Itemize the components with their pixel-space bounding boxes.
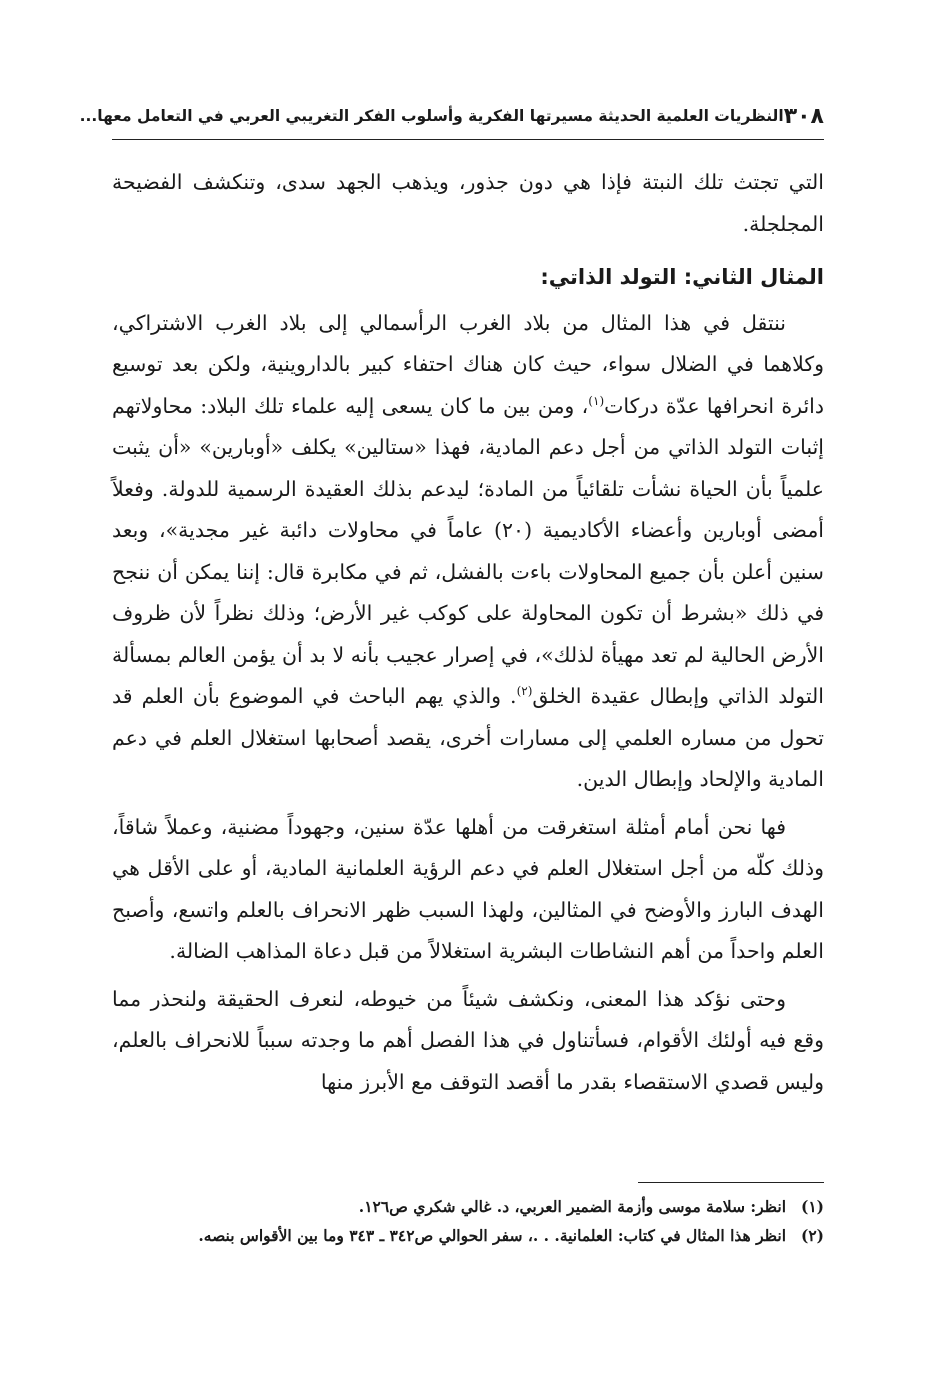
footnote-text: انظر: سلامة موسى وأزمة الضمير العربي، د. غالي شكري ص١٢٦. bbox=[358, 1197, 786, 1216]
paragraph-text: ننتقل في هذا المثال من بلاد الغرب الرأسمالي إلى بلاد الغرب الاشتراكي، وكلاهما في الضلال سواء، حيث كان هناك احتفاء كبير بالداروينية، ولكن بعد توسيع دائرة انحرافها عدّة دركات bbox=[112, 310, 824, 418]
footnote-item bbox=[112, 1221, 824, 1250]
footnote-item bbox=[112, 1192, 824, 1221]
footnote-text: انظر هذا المثال في كتاب: العلمانية. . .، سفر الحوالي ص٣٤٢ ـ ٣٤٣ وما بين الأقواس بنصه. bbox=[198, 1226, 786, 1245]
running-title: النظريات العلمية الحديثة مسيرتها الفكرية وأسلوب الفكر التغريبي العربي في التعامل معها... bbox=[79, 107, 784, 125]
section-heading: المثال الثاني: التولد الذاتي: bbox=[540, 265, 824, 289]
footnote-ref-1[interactable]: (١) bbox=[588, 393, 605, 408]
paragraph-intro-chapter: وحتى نؤكد هذا المعنى، ونكشف شيئاً من خيوطه، لنعرف الحقيقة ولنحذر مما وقع فيه أولئك الأقوام، فسأتناول في هذا الفصل أهم ما وجدته سبباً للانحراف بالعلم، وليس قصدي الاستقصاء بقدر ما أقصد التوقف مع الأبرز منها bbox=[112, 986, 824, 1094]
footnotes bbox=[112, 1192, 824, 1250]
footnote-rule bbox=[638, 1182, 824, 1183]
paragraph-example-two bbox=[112, 303, 824, 801]
paragraph-summary: فها نحن أمام أمثلة استغرقت من أهلها عدّة سنين، وجهوداً مضنية، وعملاً شاقاً، وذلك كلّه من أجل استغلال العلم في دعم الرؤية العلمانية المادية، أو على الأقل هي الهدف البارز والأوضح في المثالين، ولهذا السبب ظهر الانحراف بالعلم واتسع، وأصبح العلم واحداً من أهم النشاطات البشرية استغلالاً من قبل دعاة المذاهب الضالة. bbox=[112, 814, 824, 963]
footnote-number: (٢) bbox=[800, 1226, 824, 1245]
running-header bbox=[79, 96, 824, 136]
body-text bbox=[112, 162, 824, 1103]
page-number: ٣٠٨ bbox=[783, 103, 824, 129]
paragraph-text: . والذي يهم الباحث في الموضوع بأن العلم قد تحول من مساره العلمي إلى مسارات أخرى، يقصد أصحابها استغلال العلم في دعم المادية والإلحاد وإبطال الدين. bbox=[112, 684, 824, 791]
footnote-number: (١) bbox=[800, 1197, 824, 1216]
header-rule bbox=[112, 139, 824, 140]
paragraph-text: ، ومن بين ما كان يسعى إليه علماء تلك البلاد: محاولاتهم إثبات التولد الذاتي من أجل دعم المادية، فهذا «ستالين» يكلف «أوبارين» «أن يثبت علمياً بأن الحياة نشأت تلقائياً من المادة؛ ليدعم بذلك العقيدة الرسمية للدولة. وفعلاً أمضى أوبارين وأعضاء الأكاديمية (٢٠) عاماً في محاولات دائبة غير مجدية»، وبعد سنين أعلن بأن جميع المحاولات باءت بالفشل، ثم في مكابرة قال: إننا يمكن أن ننجح في ذلك «بشرط أن تكون المحاولة على كوكب غير الأرض؛ وذلك نظراً لأن ظروف الأرض الحالية لم تعد مهيأة لذلك»، في إصرار عجيب بأنه لا بد أن يؤمن العالم بمسألة التولد الذاتي وإبطال عقيدة الخلق bbox=[112, 393, 825, 708]
footnote-ref-2[interactable]: (٢) bbox=[516, 684, 533, 699]
paragraph-continuation: التي تجتث تلك النبتة فإذا هي دون جذور، ويذهب الجهد سدى، وتنكشف الفضيحة المجلجلة. bbox=[112, 170, 824, 236]
